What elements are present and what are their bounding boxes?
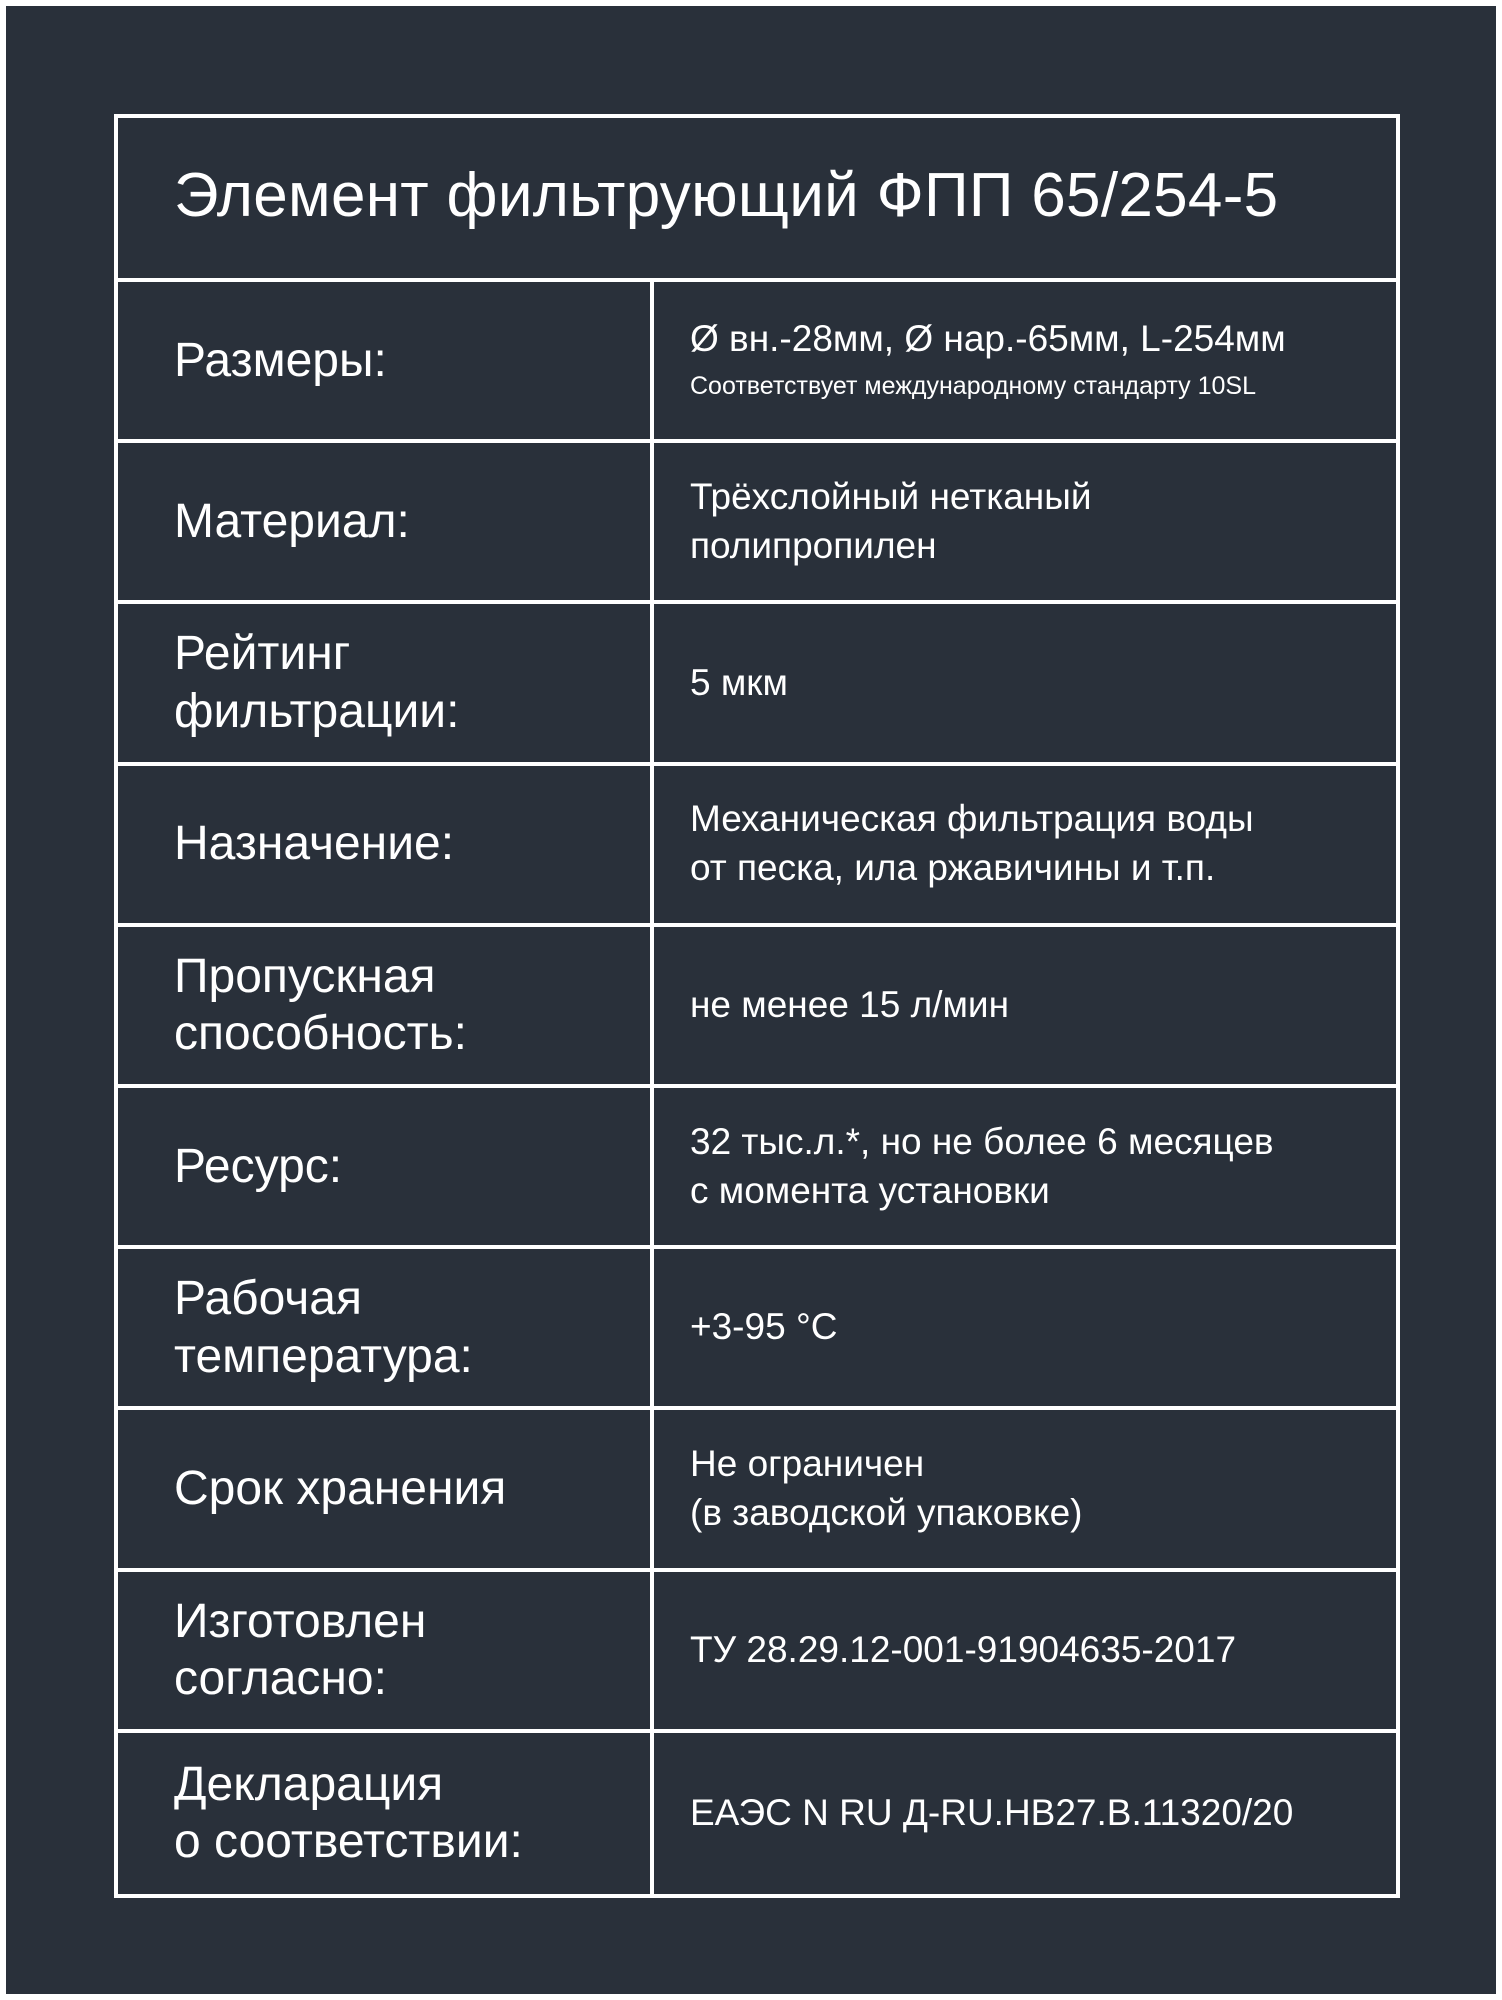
spec-row-dimensions <box>118 282 1396 443</box>
spec-label-cell <box>118 1733 654 1894</box>
spec-value: Ø вн.-28мм, Ø нар.-65мм, L-254мм <box>690 318 1286 360</box>
spec-row-manufactured-per <box>118 1572 1396 1733</box>
spec-row-purpose <box>118 766 1396 927</box>
spec-row-resource <box>118 1088 1396 1249</box>
spec-label-cell <box>118 443 654 600</box>
spec-label-cell <box>118 927 654 1084</box>
spec-label: Рейтинг фильтрации: <box>174 627 460 738</box>
spec-value-cell <box>654 1733 1396 1894</box>
spec-value-cell <box>654 766 1396 923</box>
spec-label: Ресурс: <box>174 1139 343 1193</box>
spec-label-cell <box>118 766 654 923</box>
spec-value: Механическая фильтрация воды от песка, ила ржавичины и т.п. <box>690 798 1254 889</box>
spec-value: 5 мкм <box>690 661 788 703</box>
spec-value-cell <box>654 927 1396 1084</box>
spec-label: Рабочая температура: <box>174 1272 473 1383</box>
spec-label-cell <box>118 282 654 439</box>
spec-label: Пропускная способность: <box>174 949 467 1061</box>
spec-value-cell <box>654 1572 1396 1729</box>
spec-value: ТУ 28.29.12-001-91904635-2017 <box>690 1628 1237 1670</box>
spec-label: Назначение: <box>174 817 455 871</box>
spec-label: Материал: <box>174 494 410 548</box>
spec-label-cell <box>118 604 654 761</box>
spec-value: не менее 15 л/мин <box>690 983 1010 1025</box>
title-row <box>118 118 1396 282</box>
spec-sheet-panel <box>6 6 1496 1994</box>
spec-label-cell <box>118 1572 654 1729</box>
spec-label-cell <box>118 1410 654 1567</box>
spec-row-operating-temperature <box>118 1249 1396 1410</box>
spec-label-cell <box>118 1249 654 1406</box>
spec-label-cell <box>118 1088 654 1245</box>
spec-label: Срок хранения <box>174 1462 507 1516</box>
spec-note: Соответствует международному стандарту 10SL <box>690 372 1256 401</box>
spec-value: +3-95 °C <box>690 1306 838 1348</box>
spec-value: Не ограничен (в заводской упаковке) <box>690 1443 1083 1533</box>
spec-label: Изготовлен согласно: <box>174 1594 427 1706</box>
spec-value: 32 тыс.л.*, но не более 6 месяцев с момента установки <box>690 1120 1274 1211</box>
spec-label: Размеры: <box>174 333 387 387</box>
spec-table <box>114 114 1400 1898</box>
spec-value-cell <box>654 282 1396 439</box>
spec-value: Трёхслойный нетканый полипропилен <box>690 475 1092 566</box>
spec-rows <box>118 282 1396 1894</box>
spec-row-filtration-rating <box>118 604 1396 765</box>
spec-value-cell <box>654 1410 1396 1567</box>
spec-row-declaration <box>118 1733 1396 1894</box>
page-title: Элемент фильтрующий ФПП 65/254-5 <box>174 161 1279 230</box>
spec-value-cell <box>654 443 1396 600</box>
spec-row-material <box>118 443 1396 604</box>
spec-label: Декларация о соответствии: <box>174 1757 523 1869</box>
spec-row-throughput <box>118 927 1396 1088</box>
spec-value-cell <box>654 1249 1396 1406</box>
spec-value: ЕАЭС N RU Д-RU.НВ27.В.11320/20 <box>690 1791 1294 1833</box>
spec-value-cell <box>654 604 1396 761</box>
spec-value-cell <box>654 1088 1396 1245</box>
spec-row-shelf-life <box>118 1410 1396 1571</box>
